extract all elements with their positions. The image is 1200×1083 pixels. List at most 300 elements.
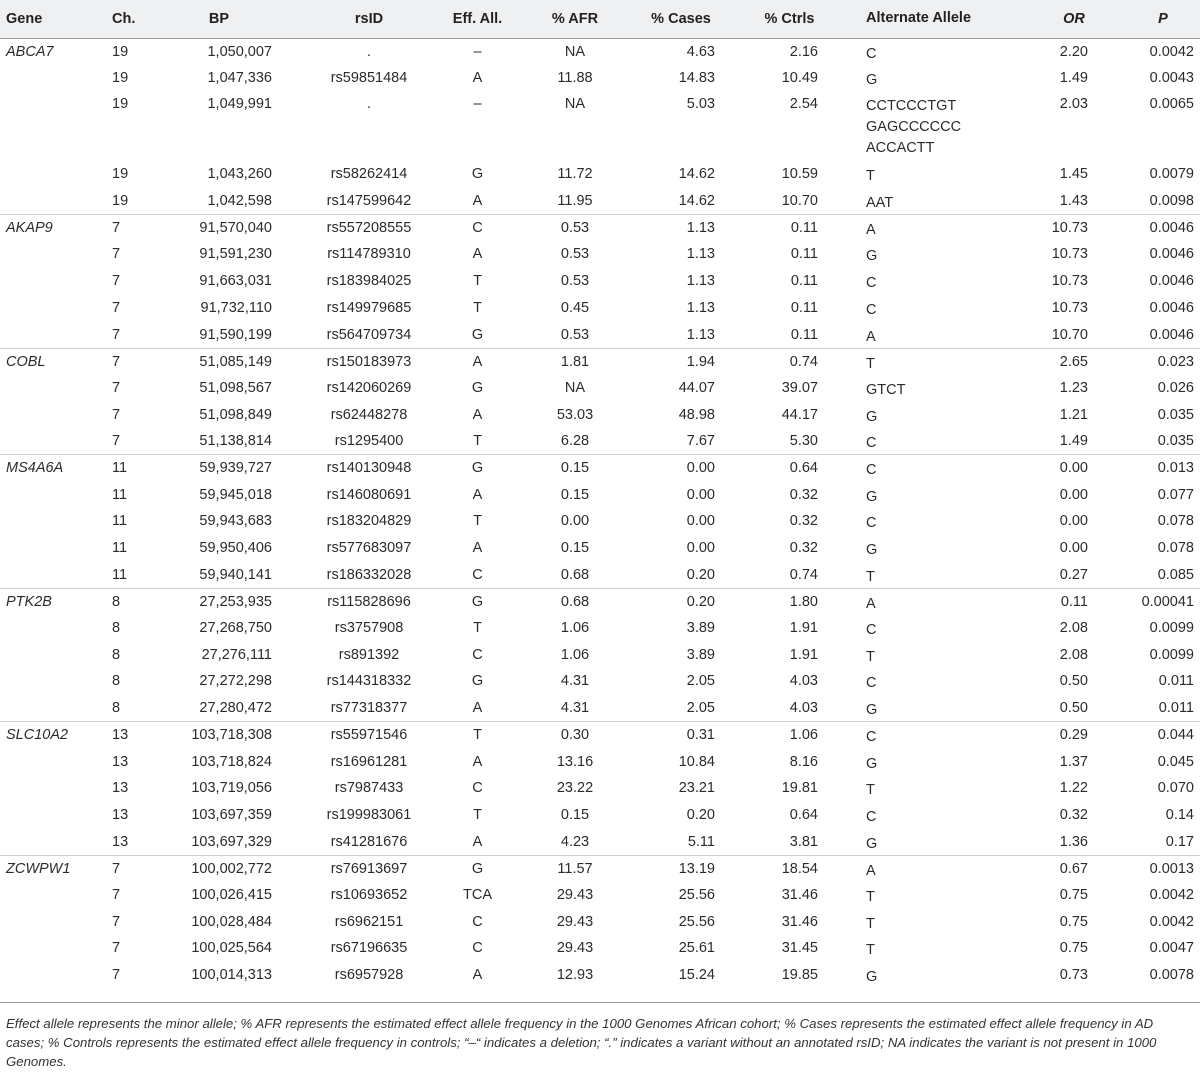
cell-afr: 0.30 — [525, 722, 625, 749]
cell-p: 0.035 — [1157, 406, 1194, 423]
cell-cases: 1.13 — [686, 299, 715, 316]
cell-cases: 1.13 — [625, 215, 737, 242]
cell-or: 1.37 — [1059, 753, 1088, 770]
cell-bp: 91,663,031 — [199, 273, 272, 290]
cell-chromosome: 7 — [112, 913, 121, 930]
cell-effect-allele: T — [473, 299, 482, 316]
cell-or: 0.11 — [1022, 588, 1126, 615]
cell-alternate-allele — [852, 829, 1022, 856]
cell-rsid: rs183204829 — [326, 513, 412, 530]
cell-cases: 3.89 — [686, 620, 715, 637]
cell-cases: 0.20 — [686, 806, 715, 823]
alternate-allele-line: T — [866, 888, 875, 905]
cell-gene: ABCA7 — [0, 38, 92, 65]
cell-chromosome: 19 — [112, 69, 129, 86]
cell-afr: 0.15 — [560, 806, 590, 823]
cell-alternate-allele — [852, 322, 1022, 349]
alternate-allele-line: G — [866, 488, 878, 505]
cell-or: 2.03 — [1059, 96, 1088, 113]
cell-ctrls: 1.06 — [737, 722, 852, 749]
cell-rsid: rs10693652 — [330, 886, 408, 903]
cell-cases: 15.24 — [678, 967, 715, 983]
cell-chromosome: 7 — [92, 855, 160, 882]
alternate-allele-line: A — [866, 862, 876, 879]
cell-p: 0.0078 — [1149, 967, 1194, 983]
cell-or: 1.22 — [1059, 780, 1088, 797]
cell-ctrls: 1.91 — [789, 646, 818, 663]
cell-chromosome: 11 — [112, 566, 128, 583]
cell-effect-allele: A — [472, 833, 483, 850]
cell-bp: 100,028,484 — [191, 913, 272, 930]
cell-p: 0.045 — [1157, 753, 1194, 770]
cell-p: 0.0042 — [1149, 886, 1194, 903]
cell-cases: 1.13 — [686, 273, 715, 290]
cell-effect-allele: T — [473, 513, 482, 530]
cell-gene — [0, 802, 92, 829]
cell-p: 0.023 — [1126, 348, 1200, 375]
cell-afr: 6.28 — [560, 433, 590, 450]
alternate-allele-line: C — [866, 515, 877, 532]
cell-ctrls: 0.64 — [737, 455, 852, 482]
alternate-allele-line: G — [866, 969, 878, 985]
header-cases: % Cases — [651, 10, 711, 27]
cell-cases: 2.05 — [686, 700, 715, 717]
cell-p: 0.085 — [1157, 566, 1194, 583]
cell-or: 0.67 — [1022, 855, 1126, 882]
cell-chromosome: 13 — [112, 780, 129, 797]
cell-bp: 1,042,598 — [207, 193, 272, 210]
header-ctrls: % Ctrls — [764, 10, 815, 27]
alternate-allele-line: C — [866, 275, 877, 292]
alternate-allele-line: T — [866, 355, 875, 372]
alternate-allele-line: G — [866, 248, 878, 265]
cell-or: 0.50 — [1059, 673, 1088, 690]
header-alternate-allele: Alternate Allele — [866, 10, 972, 27]
cell-p: 0.0046 — [1149, 246, 1194, 263]
cell-chromosome: 7 — [112, 406, 121, 423]
cell-cases: 0.00 — [686, 513, 715, 530]
cell-bp: 51,138,814 — [199, 433, 272, 450]
cell-alternate-allele — [852, 295, 1022, 322]
table-row — [0, 215, 1200, 242]
cell-rsid: rs183984025 — [326, 273, 412, 290]
cell-p: 0.0046 — [1126, 215, 1200, 242]
table-row — [0, 615, 1200, 642]
cell-ctrls: 19.81 — [781, 780, 818, 797]
cell-p: 0.0043 — [1149, 69, 1194, 86]
cell-or: 0.75 — [1059, 886, 1088, 903]
cell-effect-allele: T — [473, 273, 482, 290]
cell-p: 0.035 — [1157, 433, 1194, 450]
cell-ctrls: 0.11 — [790, 299, 818, 316]
cell-effect-allele: C — [472, 780, 483, 797]
table-row — [0, 295, 1200, 322]
cell-ctrls: 0.32 — [789, 486, 818, 503]
cell-rsid: rs6957928 — [334, 967, 404, 983]
cell-bp: 59,943,683 — [199, 513, 272, 530]
cell-p: 0.0099 — [1149, 620, 1194, 637]
cell-chromosome: 19 — [112, 193, 129, 210]
cell-gene — [0, 295, 92, 322]
cell-alternate-allele — [852, 241, 1022, 268]
cell-rsid: rs58262414 — [330, 166, 408, 183]
table-row — [0, 375, 1200, 402]
cell-rsid: rs144318332 — [326, 673, 412, 690]
cell-afr: 12.93 — [556, 967, 594, 983]
table-row — [0, 829, 1200, 856]
cell-effect-allele: – — [430, 38, 525, 65]
cell-or: 2.20 — [1022, 38, 1126, 65]
alternate-allele-line: T — [866, 168, 875, 185]
table-row — [0, 642, 1200, 669]
cell-alternate-allele — [852, 508, 1022, 535]
cell-alternate-allele — [852, 855, 1022, 882]
cell-chromosome: 7 — [112, 299, 121, 316]
cell-ctrls: 10.70 — [781, 193, 818, 210]
cell-bp: 91,732,110 — [200, 299, 272, 316]
cell-alternate-allele — [852, 375, 1022, 402]
cell-rsid: rs146080691 — [326, 486, 412, 503]
cell-p: 0.0047 — [1149, 940, 1194, 957]
cell-or: 0.50 — [1059, 700, 1088, 717]
cell-alternate-allele — [852, 882, 1022, 909]
cell-cases: 0.00 — [686, 540, 715, 556]
cell-rsid: rs62448278 — [330, 406, 408, 423]
cell-or: 1.21 — [1059, 406, 1088, 423]
cell-ctrls: 5.30 — [789, 433, 818, 450]
cell-bp: 103,718,824 — [191, 753, 272, 770]
table-row — [0, 241, 1200, 268]
cell-alternate-allele — [852, 428, 1022, 455]
cell-cases: 4.63 — [625, 38, 737, 65]
table-row — [0, 695, 1200, 722]
cell-cases: 0.00 — [686, 486, 715, 503]
table-row — [0, 882, 1200, 909]
cell-chromosome: 13 — [112, 833, 129, 850]
cell-afr: NA — [525, 38, 625, 65]
cell-or: 0.73 — [1059, 967, 1088, 983]
cell-rsid: rs149979685 — [326, 299, 412, 316]
cell-bp: 100,002,772 — [160, 855, 308, 882]
cell-or: 0.75 — [1059, 913, 1088, 930]
cell-p: 0.0046 — [1149, 273, 1194, 290]
cell-bp: 91,570,040 — [160, 215, 308, 242]
cell-ctrls: 0.32 — [789, 513, 818, 530]
cell-alternate-allele — [852, 348, 1022, 375]
cell-cases: 0.20 — [625, 588, 737, 615]
cell-gene — [0, 375, 92, 402]
cell-chromosome: 11 — [92, 455, 160, 482]
cell-p: 0.011 — [1158, 673, 1194, 690]
cell-afr: 53.03 — [556, 406, 594, 423]
alternate-allele-line: T — [866, 568, 875, 585]
cell-alternate-allele — [852, 455, 1022, 482]
cell-gene: AKAP9 — [0, 215, 92, 242]
cell-cases: 14.62 — [678, 193, 715, 210]
table-row — [0, 535, 1200, 562]
cell-gene — [0, 535, 92, 562]
cell-or: 10.73 — [1022, 215, 1126, 242]
cell-effect-allele: G — [430, 455, 525, 482]
cell-bp: 100,026,415 — [191, 886, 272, 903]
alternate-allele-line: A — [866, 595, 876, 612]
cell-p: 0.078 — [1157, 513, 1194, 530]
table-body — [0, 38, 1200, 989]
cell-gene — [0, 188, 92, 215]
alternate-allele-line: T — [866, 782, 875, 799]
cell-gene — [0, 695, 92, 722]
cell-ctrls: 1.91 — [789, 620, 818, 637]
cell-ctrls: 4.03 — [789, 700, 818, 717]
cell-cases: 44.07 — [678, 379, 715, 396]
cell-or: 1.43 — [1059, 193, 1088, 210]
cell-gene — [0, 909, 92, 936]
cell-cases: 3.89 — [686, 646, 715, 663]
cell-rsid: rs140130948 — [308, 455, 430, 482]
cell-ctrls: 18.54 — [737, 855, 852, 882]
cell-bp: 27,276,111 — [201, 646, 272, 663]
cell-alternate-allele — [852, 802, 1022, 829]
cell-alternate-allele — [852, 268, 1022, 295]
cell-afr: NA — [564, 379, 586, 396]
cell-or: 1.49 — [1059, 69, 1088, 86]
cell-bp: 59,939,727 — [160, 455, 308, 482]
header-chromosome: Ch. — [112, 10, 136, 27]
cell-gene: COBL — [0, 348, 92, 375]
cell-alternate-allele — [852, 962, 1022, 989]
cell-ctrls: 39.07 — [781, 379, 818, 396]
alternate-allele-line: C — [866, 462, 877, 479]
table-row — [0, 348, 1200, 375]
cell-bp: 27,280,472 — [199, 700, 272, 717]
cell-alternate-allele — [852, 935, 1022, 962]
cell-rsid: rs891392 — [338, 646, 400, 663]
cell-p: 0.0065 — [1149, 96, 1194, 113]
cell-bp: 103,697,329 — [191, 833, 272, 850]
cell-effect-allele: A — [472, 486, 483, 503]
cell-gene — [0, 668, 92, 695]
alternate-allele-line: C — [866, 675, 877, 692]
alternate-allele-line: T — [866, 942, 875, 959]
cell-gene — [0, 241, 92, 268]
cell-alternate-allele — [852, 65, 1022, 92]
table-row — [0, 909, 1200, 936]
cell-bp: 59,945,018 — [199, 486, 272, 503]
cell-or: 10.73 — [1051, 299, 1088, 316]
cell-effect-allele: C — [472, 566, 483, 583]
cell-afr: 11.95 — [557, 193, 593, 210]
cell-gene — [0, 508, 92, 535]
cell-ctrls: 31.45 — [781, 940, 818, 957]
cell-or: 1.23 — [1059, 379, 1088, 396]
cell-ctrls: 19.85 — [781, 967, 818, 983]
cell-cases: 48.98 — [678, 406, 715, 423]
table-row — [0, 428, 1200, 455]
cell-rsid: rs77318377 — [330, 700, 408, 717]
cell-chromosome: 7 — [112, 326, 121, 343]
table-row — [0, 65, 1200, 92]
cell-chromosome: 13 — [112, 753, 129, 770]
header-gene: Gene — [6, 10, 43, 27]
cell-or: 0.27 — [1059, 566, 1088, 583]
cell-cases: 23.21 — [678, 780, 715, 797]
cell-rsid: rs41281676 — [330, 833, 408, 850]
cell-afr: 1.81 — [525, 348, 625, 375]
cell-cases: 5.03 — [686, 96, 715, 113]
cell-afr: 0.53 — [560, 273, 590, 290]
cell-gene — [0, 161, 92, 188]
cell-afr: 23.22 — [556, 780, 594, 797]
cell-or: 1.49 — [1059, 433, 1088, 450]
header-effect-allele: Eff. All. — [452, 10, 503, 27]
cell-p: 0.044 — [1126, 722, 1200, 749]
cell-or: 10.73 — [1051, 246, 1088, 263]
cell-effect-allele: C — [430, 215, 525, 242]
cell-afr: 1.06 — [560, 646, 590, 663]
cell-rsid: rs577683097 — [326, 540, 412, 556]
cell-ctrls: 10.59 — [781, 166, 818, 183]
cell-rsid: rs16961281 — [330, 753, 408, 770]
table-row — [0, 722, 1200, 749]
cell-or: 0.29 — [1022, 722, 1126, 749]
cell-gene: SLC10A2 — [0, 722, 92, 749]
cell-p: 0.17 — [1165, 833, 1194, 850]
cell-rsid: rs150183973 — [308, 348, 430, 375]
cell-chromosome: 8 — [112, 673, 121, 690]
alternate-allele-line: A — [866, 328, 876, 345]
header-or: OR — [1063, 10, 1085, 27]
cell-bp: 91,590,199 — [199, 326, 272, 343]
cell-alternate-allele — [852, 909, 1022, 936]
cell-rsid: rs564709734 — [326, 326, 412, 343]
cell-gene — [0, 935, 92, 962]
alternate-allele-line: CCTCCCTGT — [866, 98, 957, 115]
cell-ctrls: 31.46 — [781, 913, 818, 930]
cell-effect-allele: A — [472, 193, 483, 210]
cell-ctrls: 0.32 — [789, 540, 818, 556]
cell-bp: 1,047,336 — [207, 69, 272, 86]
cell-cases: 2.05 — [686, 673, 715, 690]
cell-bp: 103,719,056 — [191, 780, 272, 797]
cell-effect-allele: – — [473, 96, 482, 113]
cell-rsid: rs186332028 — [326, 566, 412, 583]
cell-effect-allele: TCA — [463, 886, 492, 903]
cell-alternate-allele — [852, 38, 1022, 65]
cell-ctrls: 2.16 — [737, 38, 852, 65]
cell-chromosome: 19 — [112, 166, 129, 183]
header-p: P — [1158, 10, 1168, 27]
cell-chromosome: 7 — [112, 433, 121, 450]
cell-chromosome: 19 — [112, 96, 129, 113]
cell-p: 0.026 — [1157, 379, 1194, 396]
cell-effect-allele: G — [471, 379, 484, 396]
cell-ctrls: 31.46 — [781, 886, 818, 903]
alternate-allele-line: GTCT — [866, 381, 906, 398]
cell-bp: 27,272,298 — [199, 673, 272, 690]
cell-gene — [0, 749, 92, 776]
cell-gene — [0, 428, 92, 455]
cell-p: 0.0046 — [1149, 326, 1194, 343]
cell-cases: 25.61 — [678, 940, 715, 957]
table-row — [0, 588, 1200, 615]
cell-bp: 1,049,991 — [207, 96, 272, 113]
cell-ctrls: 0.11 — [790, 273, 818, 290]
cell-chromosome: 8 — [92, 588, 160, 615]
cell-alternate-allele — [852, 615, 1022, 642]
cell-or: 10.73 — [1051, 273, 1088, 290]
cell-p: 0.070 — [1157, 780, 1194, 797]
cell-effect-allele: T — [473, 433, 482, 450]
cell-bp: 27,268,750 — [199, 620, 272, 637]
alternate-allele-line: AAT — [866, 195, 894, 212]
table-row — [0, 455, 1200, 482]
cell-or: 2.08 — [1059, 620, 1088, 637]
cell-cases: 0.31 — [625, 722, 737, 749]
cell-effect-allele: A — [430, 348, 525, 375]
cell-chromosome: 8 — [112, 700, 121, 717]
cell-chromosome: 8 — [112, 620, 121, 637]
cell-chromosome: 7 — [112, 940, 121, 957]
alternate-allele-line: C — [866, 435, 877, 452]
cell-effect-allele: A — [472, 700, 483, 717]
cell-effect-allele: A — [472, 406, 483, 423]
cell-afr: 11.72 — [557, 166, 593, 183]
cell-rsid: rs115828696 — [308, 588, 430, 615]
table-header — [0, 0, 1200, 38]
cell-or: 0.75 — [1059, 940, 1088, 957]
cell-afr: 0.15 — [560, 540, 590, 556]
alternate-allele-line: G — [866, 835, 878, 852]
alternate-allele-line: T — [866, 915, 875, 932]
cell-p: 0.077 — [1157, 486, 1194, 503]
cell-chromosome: 8 — [112, 646, 121, 663]
cell-afr: 29.43 — [556, 886, 594, 903]
alternate-allele-line: C — [866, 301, 877, 318]
cell-p: 0.0042 — [1126, 38, 1200, 65]
cell-gene — [0, 775, 92, 802]
cell-bp: 100,025,564 — [191, 940, 272, 957]
cell-chromosome: 13 — [112, 806, 129, 823]
cell-ctrls: 0.11 — [790, 326, 818, 343]
cell-bp: 1,043,260 — [207, 166, 272, 183]
table-footnote: Effect allele represents the minor allele; % AFR represents the estimated effect allele frequency in the 1000 Genomes African cohort; % Cases represents the estimated effect allele frequency in AD cases; % Controls represents the estimated effect allele frequency in controls; “–“ indicates a deletion; “.” indicates a variant without an annotated rsID; NA indicates the variant is not present in 1000 Genomes. — [0, 1002, 1200, 1083]
table-row — [0, 91, 1200, 161]
cell-effect-allele: A — [472, 246, 483, 263]
cell-alternate-allele — [852, 749, 1022, 776]
cell-p: 0.0098 — [1149, 193, 1194, 210]
table-row — [0, 268, 1200, 295]
cell-rsid: rs59851484 — [330, 69, 408, 86]
cell-afr: 4.31 — [560, 673, 590, 690]
table-row — [0, 962, 1200, 989]
alternate-allele-line: G — [866, 755, 878, 772]
cell-chromosome: 7 — [112, 379, 121, 396]
cell-or: 10.70 — [1051, 326, 1088, 343]
cell-rsid: rs557208555 — [308, 215, 430, 242]
cell-gene: ZCWPW1 — [0, 855, 92, 882]
cell-alternate-allele — [852, 668, 1022, 695]
cell-bp: 1,050,007 — [160, 38, 308, 65]
cell-afr: 0.15 — [525, 455, 625, 482]
cell-gene — [0, 642, 92, 669]
cell-alternate-allele — [852, 562, 1022, 589]
cell-effect-allele: G — [471, 326, 484, 343]
cell-gene — [0, 91, 92, 161]
cell-effect-allele: A — [472, 753, 483, 770]
header-bp: BP — [208, 10, 230, 27]
cell-effect-allele: A — [472, 967, 483, 983]
cell-cases: 14.83 — [678, 69, 715, 86]
